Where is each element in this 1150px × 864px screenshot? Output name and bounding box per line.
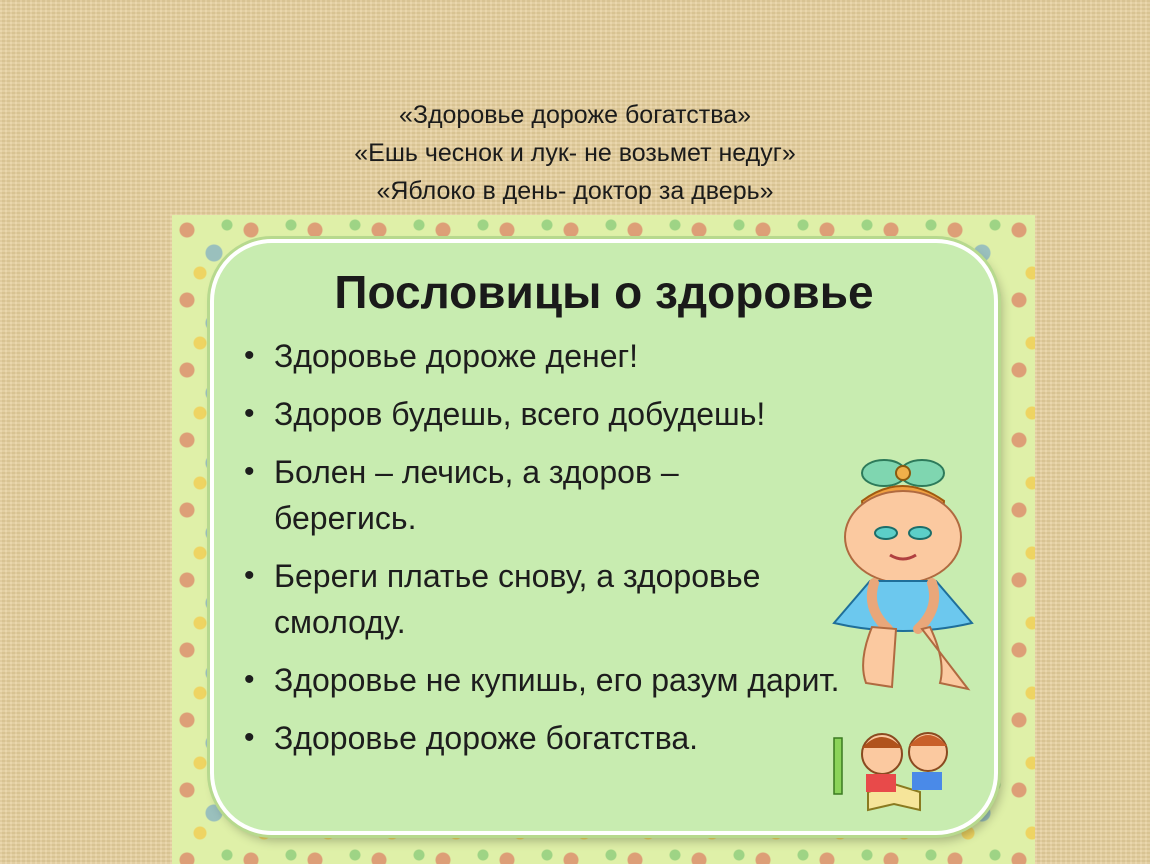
proverb-text: Здоров будешь, всего добудешь! <box>274 396 766 432</box>
quote-line: «Яблоко в день- доктор за дверь» <box>376 177 774 205</box>
proverb-text: Здоровье дороже богатства. <box>274 720 699 756</box>
bullet-icon: • <box>244 455 255 488</box>
bullet-icon: • <box>244 339 255 372</box>
list-item <box>236 657 874 703</box>
cartoon-girl-icon <box>822 451 982 701</box>
list-item <box>236 553 884 645</box>
bullet-icon: • <box>244 397 255 430</box>
slide-image <box>172 215 1035 864</box>
list-item <box>236 333 876 379</box>
proverb-text: Здоровье дороже денег! <box>274 338 639 374</box>
list-item <box>236 449 794 541</box>
bullet-icon: • <box>244 559 255 592</box>
proverb-text: Болен – лечись, а здоров – берегись. <box>274 454 679 536</box>
quote-line: «Ешь чеснок и лук- не возьмет недуг» <box>354 139 796 167</box>
proverb-text: Береги платье снову, а здоровье смолоду. <box>274 558 761 640</box>
proverb-text: Здоровье не купишь, его разум дарит. <box>274 662 840 698</box>
quote-line: «Здоровье дороже богатства» <box>398 101 752 129</box>
list-item <box>236 391 876 437</box>
slide-title: Пословицы о здоровье <box>334 266 874 318</box>
bullet-icon: • <box>244 721 255 754</box>
list-item <box>236 715 876 761</box>
proverbs-list <box>236 333 876 773</box>
bullet-icon: • <box>244 663 255 696</box>
reading-kids-icon <box>824 718 964 818</box>
top-quotes <box>0 96 1150 210</box>
